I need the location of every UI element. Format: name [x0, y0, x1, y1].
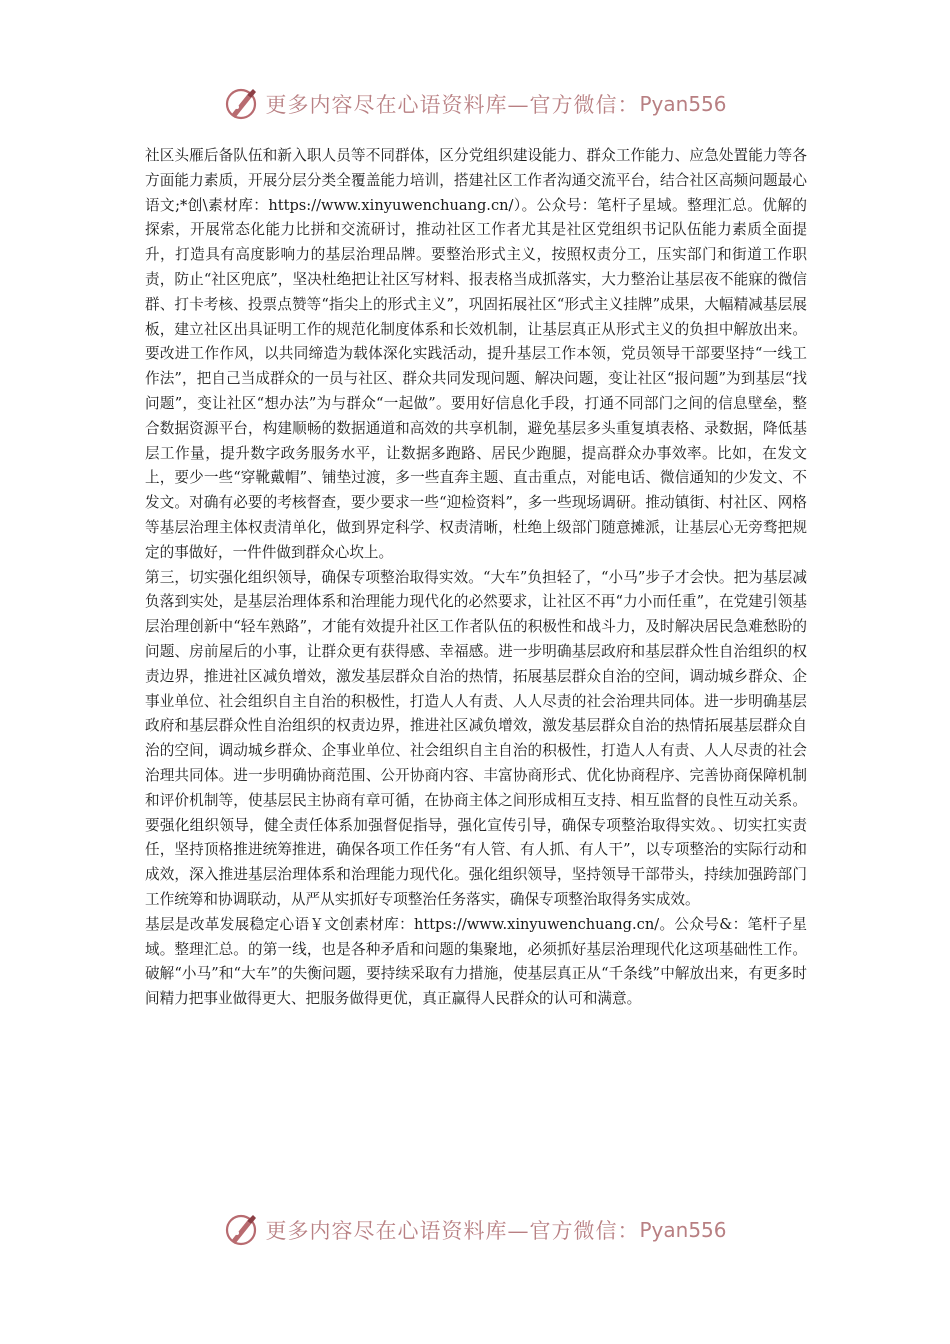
paragraph-3: 基层是改革发展稳定心语￥文创素材库：https://www.xinyuwenchuang.cn/。公众号&：笔杆子星域。整理汇总。的第一线，也是各种矛盾和问题的集聚地，必须抓好基层治理现代化这项基础性工作。破解“小马”和“大车”的失衡问题，要持续采取有力措施，使基层真正从“千条线”中解放出来，有更多时间精力把事业做得更大、把服务做得更优，真正赢得人民群众的认可和满意。	[145, 915, 807, 1008]
banner-handle: Pyan556	[639, 92, 727, 116]
pen-logo-icon	[223, 1211, 261, 1249]
footer-banner	[0, 1210, 950, 1250]
paragraph-2: 第三，切实强化组织领导，确保专项整治取得实效。“大车”负担轻了，“小马”步子才会快。把为基层减负落到实处，是基层治理体系和治理能力现代化的必然要求，让社区不再“力小而任重”，在党建引领基层治理创新中“轻车熟路”，才能有效提升社区工作者队伍的积极性和战斗力，及时解决居民急难愁盼的问题、房前屋后的小事，让群众更有获得感、幸福感。进一步明确基层政府和基层群众性自治组织的权责边界，推进社区减负增效，激发基层群众自治的热情，拓展基层群众自治的空间，调动城乡群众、企事业单位、社会组织自主自治的积极性，打造人人有责、人人尽责的社会治理共同体。进一步明确基层政府和基层群众性自治组织的权责边界，推进社区减负增效，激发基层群众自治的热情拓展基层群众自治的空间，调动城乡群众、企事业单位、社会组织自主自治的积极性，打造人人有责、人人尽责的社会治理共同体。进一步明确协商范围、公开协商内容、丰富协商形式、优化协商程序、完善协商保障机制和评价机制等，使基层民主协商有章可循，在协商主体之间形成相互支持、相互监督的良性互动关系。要强化组织领导，健全责任体系加强督促指导，强化宣传引导，确保专项整治取得实效。、切实扛实责任，坚持顶格推进统筹推进，确保各项工作任务“有人管、有人抓、有人干”，以专项整治的实际行动和成效，深入推进基层治理体系和治理能力现代化。强化组织领导，坚持领导干部带头，持续加强跨部门工作统筹和协调联动，从严从实抓好专项整治任务落实，确保专项整治取得务实成效。	[145, 568, 807, 908]
banner-text: 更多内容尽在心语资料库—官方微信：	[265, 93, 640, 117]
banner-text: 更多内容尽在心语资料库—官方微信：	[265, 1219, 640, 1243]
header-banner	[0, 84, 950, 124]
paragraph-1: 社区头雁后备队伍和新入职人员等不同群体，区分党组织建设能力、群众工作能力、应急处置能力等各方面能力素质，开展分层分类全覆盖能力培训，搭建社区工作者沟通交流平台，结合社区高频问题最心语文;*创\素材库：https://www.xinyuwenchuang.cn/）。公众号：笔杆子星域。整理汇总。优解的探索，开展常态化能力比拼和交流研讨，推动社区工作者尤其是社区党组织书记队伍能力素质全面提升，打造具有高度影响力的基层治理品牌。要整治形式主义，按照权责分工，压实部门和街道工作职责，防止“社区兜底”，坚决杜绝把让社区写材料、报表格当成抓落实，大力整治让基层夜不能寐的微信群、打卡考核、投票点赞等“指尖上的形式主义”，巩固拓展社区“形式主义挂牌”成果，大幅精减基层展板，建立社区出具证明工作的规范化制度体系和长效机制，让基层真正从形式主义的负担中解放出来。要改进工作作风，以共同缔造为载体深化实践活动，提升基层工作本领，党员领导干部要坚持“一线工作法”，把自己当成群众的一员与社区、群众共同发现问题、解决问题，变让社区“报问题”为到基层“找问题”，变让社区“想办法”为与群众“一起做”。要用好信息化手段，打通不同部门之间的信息壁垒，整合数据资源平台，构建顺畅的数据通道和高效的共享机制，避免基层多头重复填表格、录数据，降低基层工作量，提升数字政务服务水平，让数据多跑路、居民少跑腿，提高群众办事效率。比如，在发文上，要少一些“穿靴戴帽”、铺垫过渡，多一些直奔主题、直击重点，对能电话、微信通知的少发文、不发文。对确有必要的考核督查，要少要求一些“迎检资料”，多一些现场调研。推动镇街、村社区、网格等基层治理主体权责清单化，做到界定科学、权责清晰，杜绝上级部门随意摊派，让基层心无旁骛把规定的事做好，一件件做到群众心坎上。	[145, 147, 807, 561]
pen-logo-icon	[223, 85, 261, 123]
document-body	[145, 144, 807, 1012]
banner-handle: Pyan556	[639, 1218, 727, 1242]
